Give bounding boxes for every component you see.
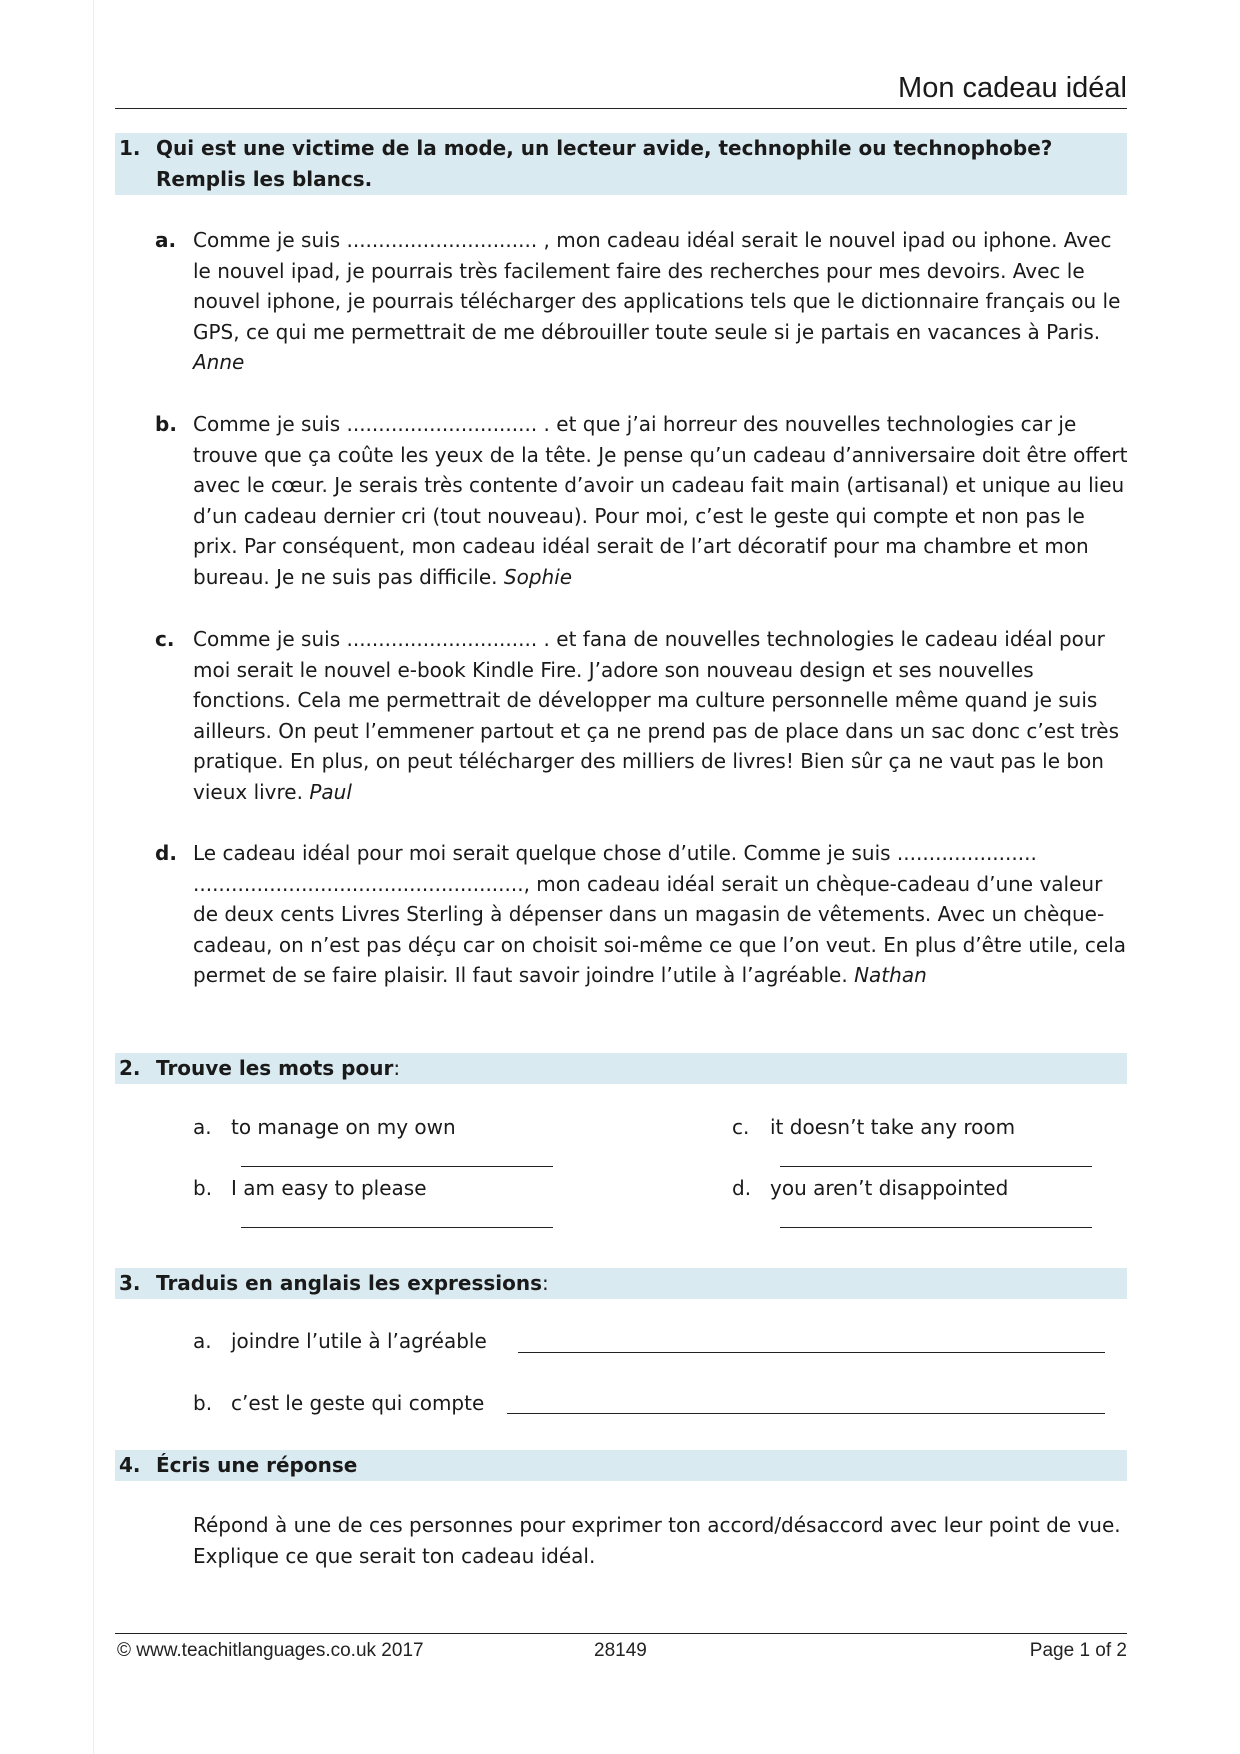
question-3-title: Traduis en anglais les expressions — [156, 1271, 543, 1295]
vocab-text: you aren’t disappointed — [770, 1176, 1009, 1200]
paragraph-author: Sophie — [503, 564, 573, 589]
answer-line-3a[interactable] — [518, 1352, 1105, 1353]
title-colon: : — [542, 1271, 549, 1295]
vocab-text: it doesn’t take any room — [770, 1115, 1016, 1139]
vocab-item-c — [732, 1112, 1015, 1142]
footer-copyright: © www.teachitlanguages.co.uk 2017 — [117, 1640, 424, 1661]
paragraph-b — [155, 409, 1130, 592]
question-4-title: Écris une réponse — [156, 1453, 358, 1477]
vocab-item-b — [193, 1173, 427, 1203]
title-colon: : — [393, 1056, 401, 1080]
answer-line-2c[interactable] — [780, 1166, 1092, 1167]
question-4-text — [193, 1510, 1123, 1571]
footer-code: 28149 — [594, 1640, 647, 1661]
vocab-letter: c. — [732, 1115, 750, 1139]
paragraph-letter: d. — [155, 841, 177, 865]
expression-item-a — [193, 1326, 487, 1356]
header-rule — [115, 108, 1127, 109]
question-1-bar — [115, 133, 1127, 195]
page-edge — [93, 0, 94, 1754]
paragraph-letter: a. — [155, 228, 177, 252]
paragraph-d — [155, 838, 1130, 991]
question-2-bar — [115, 1053, 1127, 1084]
paragraph-text: Comme je suis .............................. . et que j’ai horreur des nouvelles technologies car je trouve que ça coûte les yeux de la tête. Je pense qu’un cadeau d’anniversaire doit être offert avec le cœur. Je serais très contente d’avoir un cadeau fait main (artisanal) et unique au lieu d’un cadeau dernier cri (tout nouveau). Pour moi, c’est le geste qui compte et non pas le prix. Par conséquent, mon cadeau idéal serait de l’art décoratif pour ma chambre et mon bureau. Je ne suis pas difficile. — [193, 412, 1128, 589]
paragraph-a — [155, 225, 1130, 378]
question-number: 2. — [119, 1056, 141, 1080]
question-4-body: Répond à une de ces personnes pour exprimer ton accord/désaccord avec leur point de vue. Explique ce que serait ton cadeau idéal. — [193, 1513, 1121, 1568]
vocab-text: to manage on my own — [231, 1115, 456, 1139]
answer-line-2d[interactable] — [780, 1227, 1092, 1228]
question-4-bar — [115, 1450, 1127, 1481]
expression-letter: a. — [193, 1329, 212, 1353]
vocab-letter: d. — [732, 1176, 752, 1200]
answer-line-2a[interactable] — [241, 1166, 553, 1167]
footer-rule — [115, 1633, 1127, 1634]
paragraph-text: Comme je suis .............................. , mon cadeau idéal serait le nouvel ipad ou iphone. Avec le nouvel ipad, je pourrais très facilement faire des recherches pour mes devoirs. Avec le nouvel iphone, je pourrais télécharger des applications tels que le dictionnaire français ou le GPS, ce qui me permettrait de me débrouiller toute seule si je partais en vacances à Paris. — [193, 228, 1121, 344]
question-2-title: Trouve les mots pour — [156, 1056, 394, 1080]
answer-line-3b[interactable] — [507, 1413, 1105, 1414]
paragraph-author: Paul — [309, 779, 352, 804]
question-1-instruction: Qui est une victime de la mode, un lecteur avide, technophile ou technophobe? Remplis les blancs. — [156, 136, 1053, 191]
question-number: 3. — [119, 1271, 141, 1295]
question-3-bar — [115, 1268, 1127, 1299]
vocab-item-d — [732, 1173, 1008, 1203]
vocab-text: I am easy to please — [231, 1176, 427, 1200]
vocab-item-a — [193, 1112, 456, 1142]
page-title: Mon cadeau idéal — [898, 72, 1127, 104]
question-number: 1. — [119, 136, 141, 160]
expression-text: joindre l’utile à l’agréable — [231, 1329, 487, 1353]
paragraph-text: Comme je suis .............................. . et fana de nouvelles technologies le cadeau idéal pour moi serait le nouvel e-book Kindle Fire. J’adore son nouveau design et ses nouvelles fonctions. Cela me permettrait de développer ma culture personnelle même quand je suis ailleurs. On peut l’emmener partout et ça ne prend pas de place dans un sac donc c’est très pratique. En plus, on peut télécharger des milliers de livres! Bien sûr ça ne vaut pas le bon vieux livre. — [193, 627, 1120, 804]
expression-letter: b. — [193, 1391, 213, 1415]
footer-page-number: Page 1 of 2 — [1029, 1640, 1127, 1661]
paragraph-author: Nathan — [854, 963, 927, 987]
vocab-letter: a. — [193, 1115, 212, 1139]
answer-line-2b[interactable] — [241, 1227, 553, 1228]
paragraph-author: Anne — [193, 350, 245, 374]
paragraph-letter: c. — [155, 627, 175, 651]
paragraph-letter: b. — [155, 412, 177, 436]
paragraph-text: Le cadeau idéal pour moi serait quelque chose d’utile. Comme je suis ...................... ...................................................., mon cadeau idéal serait un chèque-cadeau d’une valeur de deux cents Livres Sterling à dépenser dans un magasin de vêtements. Avec un chèque-cadeau, on n’est pas déçu car on choisit soi-même ce que l’on veut. En plus d’être utile, cela permet de se faire plaisir. Il faut savoir joindre l’utile à l’agréable. — [193, 841, 1127, 987]
expression-item-b — [193, 1388, 484, 1418]
expression-text: c’est le geste qui compte — [231, 1391, 485, 1415]
question-number: 4. — [119, 1453, 141, 1477]
paragraph-c — [155, 624, 1130, 807]
vocab-letter: b. — [193, 1176, 213, 1200]
